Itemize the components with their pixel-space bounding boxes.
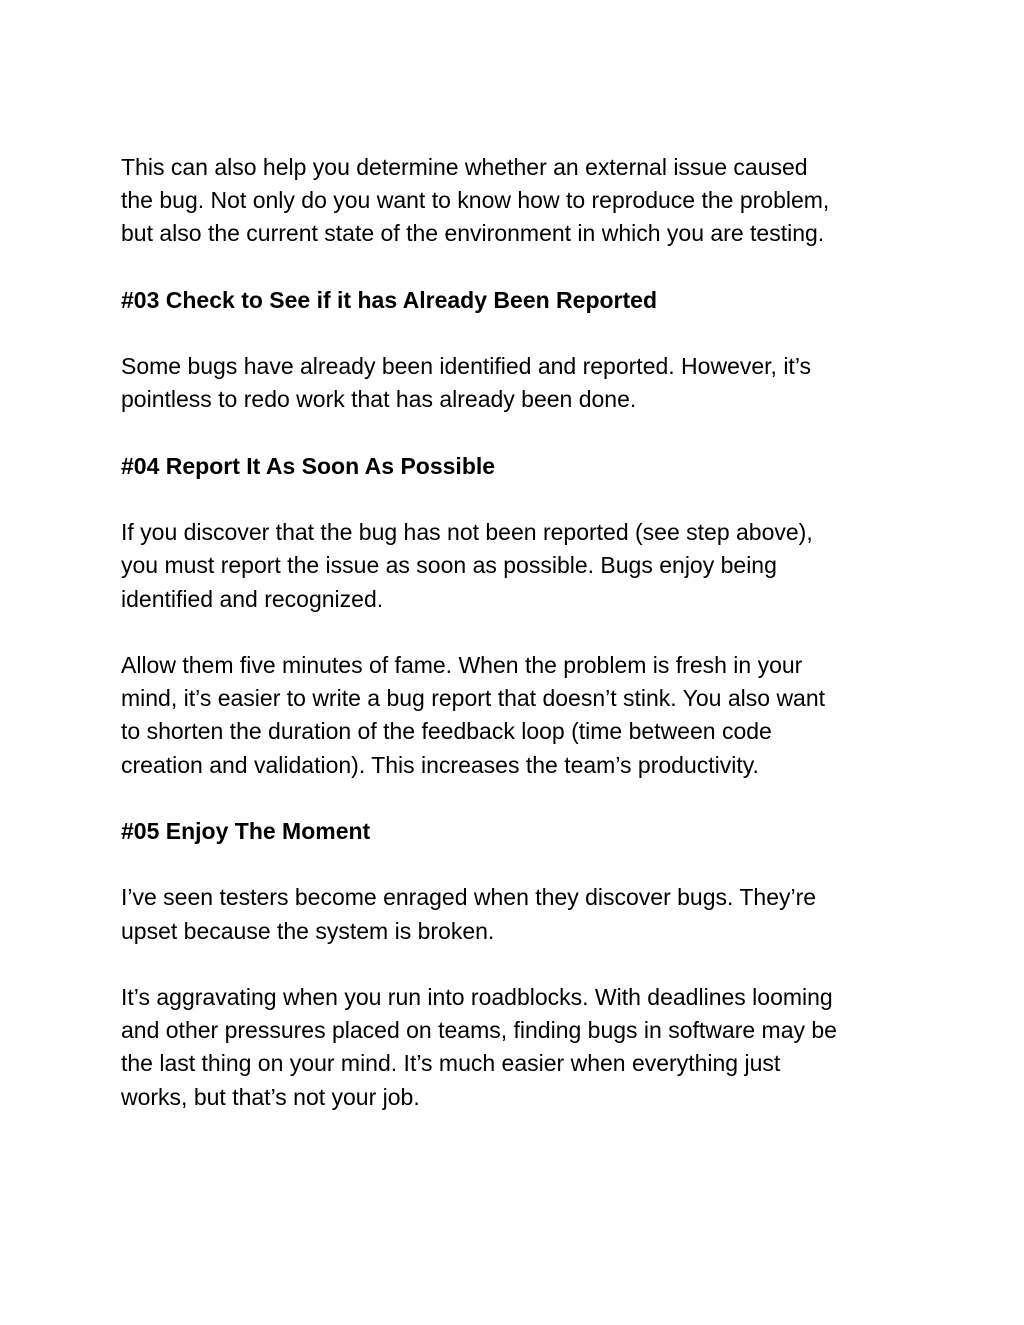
heading-05-enjoy-moment: #05 Enjoy The Moment (121, 817, 371, 844)
spacer (121, 782, 921, 815)
spacer (121, 848, 921, 881)
spacer (121, 483, 921, 516)
paragraph-environment: This can also help you determine whether an external issue caused the bug. Not only do you want to know how to reproduce the problem, but also the current state of the environment in which you are testing. (121, 154, 830, 247)
paragraph-testers-enraged: I’ve seen testers become enraged when they discover bugs. They’re upset because the system is broken. (121, 884, 817, 944)
document-page (121, 151, 921, 1114)
heading-03-check-reported: #03 Check to See if it has Already Been Reported (121, 286, 657, 313)
paragraph-already-reported: Some bugs have already been identified and reported. However, it’s pointless to redo work that has already been done. (121, 353, 812, 413)
paragraph-five-minutes-of-fame: Allow them five minutes of fame. When the problem is fresh in your mind, it’s easier to write a bug report that doesn’t stink. You also want to shorten the duration of the feedback loop (time between code creation and validation). This increases the team’s productivity. (121, 651, 826, 778)
spacer (121, 417, 921, 450)
spacer (121, 948, 921, 981)
heading-04-report-soon: #04 Report It As Soon As Possible (121, 452, 496, 479)
paragraph-aggravating-roadblocks: It’s aggravating when you run into roadblocks. With deadlines looming and other pressures placed on teams, finding bugs in software may be the last thing on your mind. It’s much easier when everything just works, but that’s not your job. (121, 983, 837, 1110)
spacer (121, 317, 921, 350)
spacer (121, 616, 921, 649)
spacer (121, 251, 921, 284)
paragraph-report-issue: If you discover that the bug has not been reported (see step above), you must report the issue as soon as possible. Bugs enjoy being identified and recognized. (121, 519, 813, 612)
